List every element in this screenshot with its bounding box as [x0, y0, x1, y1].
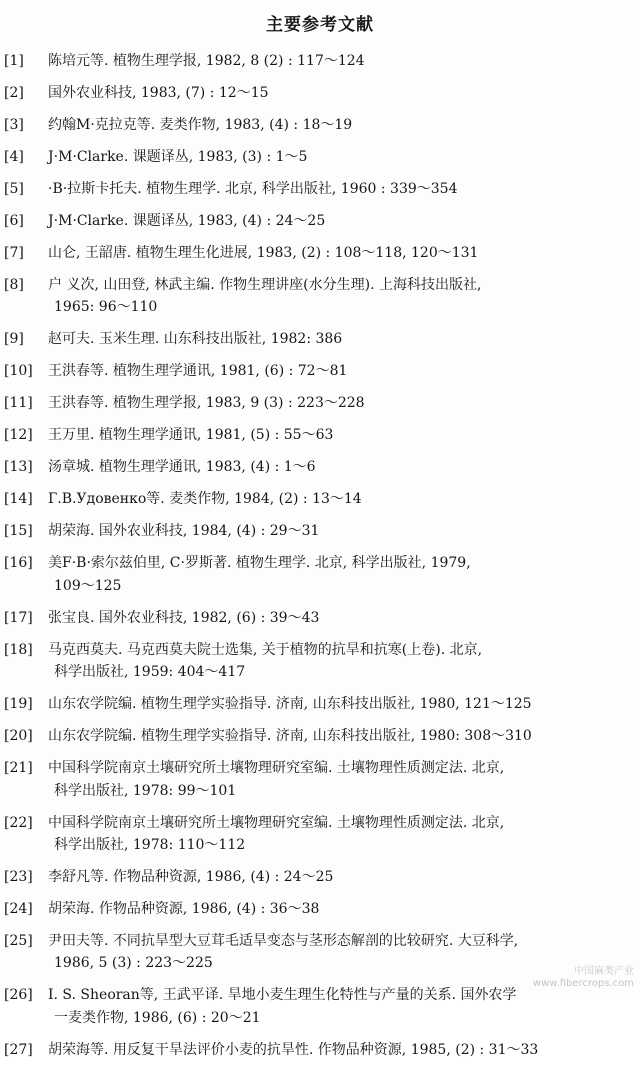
reference-text: [48, 725, 636, 747]
reference-line: 1965: 96～110: [54, 299, 158, 316]
reference-item: [4, 178, 636, 200]
reference-text: [48, 392, 636, 414]
reference-number: [20]: [4, 728, 33, 745]
reference-text: [48, 178, 636, 200]
watermark-line-2: www.fibercrops.com: [532, 978, 634, 989]
reference-item: [4, 82, 636, 104]
reference-text: [48, 360, 636, 382]
reference-line: 张宝良. 国外农业科技, 1982, (6) : 39～43: [48, 609, 320, 626]
reference-line: 王洪春等. 植物生理学通讯, 1981, (6) : 72～81: [48, 363, 348, 380]
reference-item: [4, 488, 636, 510]
reference-line: 胡荣海. 作物品种资源, 1986, (4) : 36～38: [48, 901, 320, 918]
reference-line: J·M·Clarke. 课题译丛, 1983, (3) : 1～5: [48, 149, 308, 165]
reference-line: 科学出版社, 1978: 110～112: [54, 837, 246, 854]
reference-line: 胡荣海. 国外农业科技, 1984, (4) : 29～31: [48, 523, 320, 540]
reference-item: [4, 639, 636, 684]
reference-number: [6]: [4, 213, 24, 229]
reference-line: Г.В.Удовенко等. 麦类作物, 1984, (2) : 13～14: [48, 491, 362, 508]
reference-number: [24]: [4, 901, 33, 918]
reference-item: [4, 607, 636, 629]
reference-text: [48, 424, 636, 446]
reference-number: [7]: [4, 245, 24, 261]
reference-text: [48, 757, 636, 802]
reference-line: 山东农学院编. 植物生理学实验指导. 济南, 山东科技出版社, 1980, 121～125: [48, 696, 532, 713]
reference-line: 马克西莫夫. 马克西莫夫院士选集, 关于植物的抗旱和抗寒(上卷). 北京,: [48, 641, 483, 658]
reference-line: 109～125: [54, 577, 122, 594]
reference-number: [14]: [4, 491, 33, 508]
reference-item: [4, 552, 636, 597]
reference-text: [48, 520, 636, 542]
reference-text: [48, 639, 636, 684]
reference-number: [16]: [4, 555, 33, 572]
reference-item: [4, 50, 636, 72]
reference-number: [8]: [4, 277, 24, 293]
reference-item: [4, 274, 636, 319]
reference-item: [4, 114, 636, 136]
reference-number: [11]: [4, 395, 33, 412]
reference-number: [1]: [4, 53, 24, 69]
reference-item: [4, 757, 636, 802]
reference-item: [4, 242, 636, 264]
reference-text: [48, 552, 636, 597]
reference-line: J·M·Clarke. 课题译丛, 1983, (4) : 24～25: [48, 213, 326, 229]
reference-line: 国外农业科技, 1983, (7) : 12～15: [48, 85, 269, 101]
reference-list: [4, 50, 636, 1071]
reference-number: [25]: [4, 933, 33, 950]
reference-line: 赵可夫. 玉米生理. 山东科技出版社, 1982: 386: [48, 331, 343, 348]
reference-line: 约翰M·克拉克等. 麦类作物, 1983, (4) : 18～19: [48, 117, 353, 133]
reference-line: 胡荣海等. 用反复干旱法评价小麦的抗旱性. 作物品种资源, 1985, (2) : 31～33: [48, 1041, 539, 1058]
reference-number: [19]: [4, 696, 33, 713]
reference-line: 陈培元等. 植物生理学报, 1982, 8 (2) : 117～124: [48, 53, 365, 69]
reference-number: [13]: [4, 459, 33, 476]
reference-text: [48, 693, 636, 715]
reference-text: [48, 898, 636, 920]
reference-text: [48, 242, 636, 264]
reference-number: [12]: [4, 427, 33, 444]
reference-text: [48, 984, 636, 1029]
reference-item: [4, 812, 636, 857]
reference-text: [48, 114, 636, 136]
reference-number: [21]: [4, 760, 33, 777]
reference-number: [9]: [4, 331, 24, 348]
page-title: 主要参考文献: [266, 15, 374, 35]
reference-text: [48, 456, 636, 478]
reference-item: [4, 898, 636, 920]
reference-text: [48, 488, 636, 510]
reference-number: [26]: [4, 987, 33, 1004]
watermark: [533, 966, 634, 990]
reference-item: [4, 984, 636, 1029]
reference-line: 中国科学院南京土壤研究所土壤物理研究室编. 土壤物理性质测定法. 北京,: [48, 814, 505, 831]
reference-line: ·B·拉斯卡托夫. 植物生理学. 北京, 科学出版社, 1960 : 339～354: [48, 181, 458, 197]
reference-item: [4, 1039, 636, 1061]
reference-item: [4, 456, 636, 478]
reference-text: [48, 1039, 636, 1061]
reference-line: 王万里. 植物生理学通讯, 1981, (5) : 55～63: [48, 427, 334, 444]
reference-item: [4, 328, 636, 350]
reference-text: [48, 146, 636, 168]
reference-line: 一麦类作物, 1986, (6) : 20～21: [54, 1009, 261, 1026]
reference-number: [2]: [4, 85, 24, 101]
reference-line: 户 义次, 山田登, 林武主编. 作物生理讲座(水分生理). 上海科技出版社,: [48, 277, 482, 293]
reference-number: [10]: [4, 363, 33, 380]
reference-item: [4, 210, 636, 232]
reference-line: 李舒凡等. 作物品种资源, 1986, (4) : 24～25: [48, 869, 334, 886]
reference-text: [48, 812, 636, 857]
reference-number: [17]: [4, 609, 33, 626]
reference-item: [4, 392, 636, 414]
reference-text: [48, 607, 636, 629]
reference-number: [18]: [4, 641, 33, 658]
reference-line: 山东农学院编. 植物生理学实验指导. 济南, 山东科技出版社, 1980: 308～310: [48, 728, 532, 745]
watermark-line-1: 中国麻类产业: [574, 966, 634, 977]
reference-number: [22]: [4, 814, 33, 831]
reference-item: [4, 146, 636, 168]
reference-line: 中国科学院南京土壤研究所土壤物理研究室编. 土壤物理性质测定法. 北京,: [48, 760, 505, 777]
reference-text: [48, 82, 636, 104]
reference-text: [48, 210, 636, 232]
reference-line: 汤章城. 植物生理学通讯, 1983, (4) : 1～6: [48, 459, 316, 476]
reference-item: [4, 424, 636, 446]
reference-line: 科学出版社, 1978: 99～101: [54, 782, 237, 799]
reference-text: [48, 274, 636, 319]
reference-line: 科学出版社, 1959: 404～417: [54, 664, 246, 681]
reference-number: [27]: [4, 1041, 33, 1058]
reference-number: [23]: [4, 869, 33, 886]
reference-text: [48, 50, 636, 72]
reference-text: [48, 328, 636, 350]
reference-line: 尹田夫等. 不同抗旱型大豆茸毛适旱变态与茎形态解剖的比较研究. 大豆科学,: [48, 933, 519, 950]
reference-line: I. S. Sheoran等, 王武平译. 旱地小麦生理生化特性与产量的关系. 国外农学: [48, 987, 517, 1004]
reference-number: [3]: [4, 117, 24, 133]
reference-line: 王洪春等. 植物生理学报, 1983, 9 (3) : 223～228: [48, 395, 365, 412]
reference-item: [4, 360, 636, 382]
reference-number: [4]: [4, 149, 24, 165]
reference-number: [5]: [4, 181, 24, 197]
reference-item: [4, 725, 636, 747]
reference-text: [48, 866, 636, 888]
reference-item: [4, 693, 636, 715]
reference-number: [15]: [4, 523, 33, 540]
reference-line: 1986, 5 (3) : 223～225: [54, 955, 213, 972]
reference-item: [4, 866, 636, 888]
reference-line: 山仑, 王韶唐. 植物生理生化进展, 1983, (2) : 108～118, 120～131: [48, 245, 479, 261]
reference-item: [4, 520, 636, 542]
reference-line: 美F·B·索尔兹伯里, C·罗斯著. 植物生理学. 北京, 科学出版社, 1979,: [48, 555, 471, 572]
